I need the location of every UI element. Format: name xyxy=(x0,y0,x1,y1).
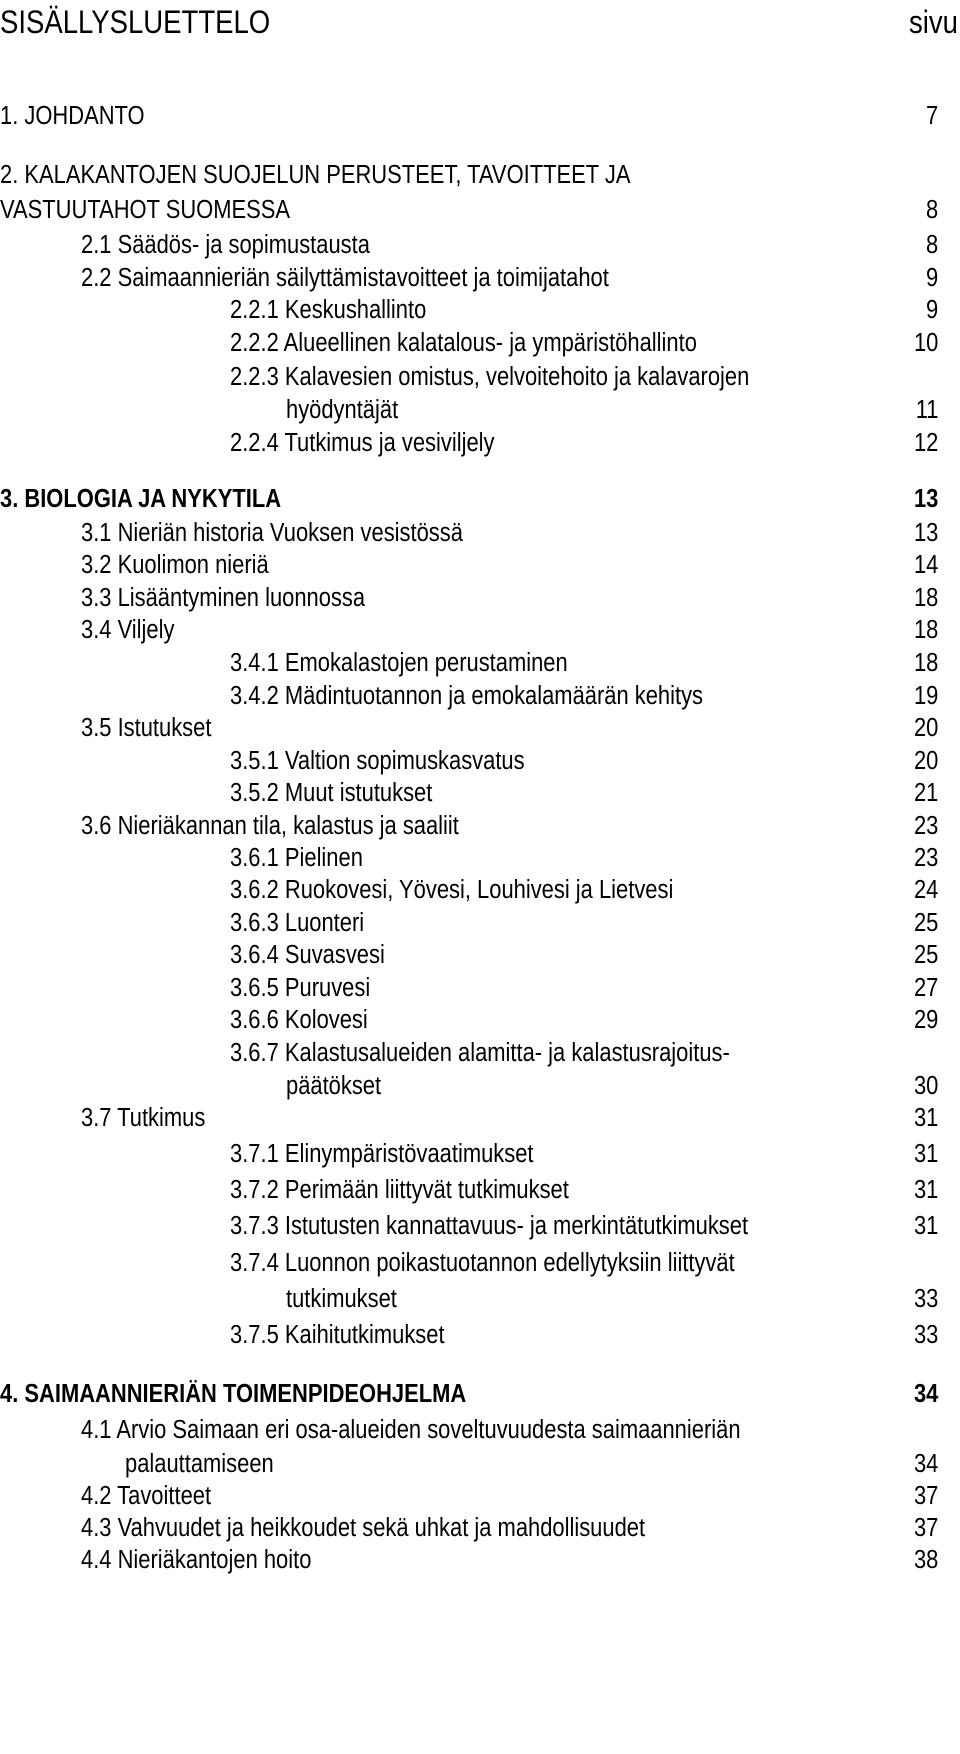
toc-entry-title: 3.7 Tutkimus xyxy=(81,1104,206,1132)
toc-entry-title: 4.4 Nieriäkantojen hoito xyxy=(81,1546,312,1574)
toc-entry xyxy=(0,98,960,134)
toc-entry xyxy=(0,292,960,328)
toc-entry xyxy=(0,1510,960,1546)
toc-entry-page: 25 xyxy=(913,909,938,937)
toc-entry-page: 27 xyxy=(913,974,938,1002)
toc-entry xyxy=(0,612,960,648)
toc-entry-page: 31 xyxy=(913,1140,938,1168)
toc-entry-page: 31 xyxy=(913,1212,938,1240)
toc-entry xyxy=(0,1317,960,1353)
toc-entry-title: 2.1 Säädös- ja sopimustausta xyxy=(81,231,370,259)
toc-entry xyxy=(0,157,960,193)
toc-entry xyxy=(0,1376,960,1412)
toc-entry xyxy=(0,937,960,973)
toc-entry-page: 29 xyxy=(913,1006,938,1034)
toc-entry xyxy=(0,872,960,908)
toc-entry xyxy=(0,547,960,583)
toc-entry-title: 3.6.3 Luonteri xyxy=(230,909,365,937)
toc-entry xyxy=(0,1136,960,1172)
toc-entry-title: 3.6.4 Suvasvesi xyxy=(230,941,385,969)
toc-entry-title: 3.5.2 Muut istutukset xyxy=(230,779,433,807)
toc-entry xyxy=(0,1542,960,1578)
toc-entry-title: päätökset xyxy=(286,1072,382,1100)
toc-entry-page: 9 xyxy=(925,264,938,292)
toc-entry-title: 2.2.3 Kalavesien omistus, velvoitehoito ja kalavarojen xyxy=(230,363,750,391)
toc-entry xyxy=(0,905,960,941)
toc-entry xyxy=(0,260,960,296)
toc-entry xyxy=(0,1412,960,1448)
toc-entry-title: 3.6.7 Kalastusalueiden alamitta- ja kalastusrajoitus- xyxy=(230,1039,730,1067)
toc-entry-title: 2.2.1 Keskushallinto xyxy=(230,296,427,324)
toc-entry-page: 11 xyxy=(915,396,938,424)
toc-entry-title: 4. SAIMAANNIERIÄN TOIMENPIDEOHJELMA xyxy=(0,1380,467,1408)
toc-entry xyxy=(0,515,960,551)
toc-entry xyxy=(0,425,960,461)
toc-entry xyxy=(0,392,960,428)
toc-entry-title: 3.6 Nieriäkannan tila, kalastus ja saaliit xyxy=(81,812,459,840)
toc-entry xyxy=(0,1446,960,1482)
toc-entry xyxy=(0,645,960,681)
toc-entry-title: 3.5.1 Valtion sopimuskasvatus xyxy=(230,747,525,775)
toc-entry-page: 9 xyxy=(925,296,938,324)
toc-entry xyxy=(0,1068,960,1104)
page-column-label: sivu xyxy=(909,4,958,40)
toc-entry xyxy=(0,808,960,844)
toc-entry xyxy=(0,227,960,263)
toc-entry-page: 34 xyxy=(913,1450,938,1478)
toc-entry-title: 3.7.1 Elinympäristövaatimukset xyxy=(230,1140,534,1168)
toc-entry-title: 3.7.5 Kaihitutkimukset xyxy=(230,1321,445,1349)
toc-entry-title: 2.2 Saimaannieriän säilyttämistavoitteet ja toimijatahot xyxy=(81,264,609,292)
toc-entry-title: 4.3 Vahvuudet ja heikkoudet sekä uhkat ja mahdollisuudet xyxy=(81,1514,646,1542)
toc-entry-page: 8 xyxy=(925,196,938,224)
toc-entry-page: 12 xyxy=(913,429,938,457)
toc-entry-title: 2.2.2 Alueellinen kalatalous- ja ympäristöhallinto xyxy=(230,329,697,357)
toc-entry-page: 24 xyxy=(913,876,938,904)
toc-entry-page: 18 xyxy=(913,649,938,677)
toc-entry-page: 37 xyxy=(913,1482,938,1510)
toc-entry xyxy=(0,1035,960,1071)
toc-entry-page: 37 xyxy=(913,1514,938,1542)
toc-entry-title: 3.4.1 Emokalastojen perustaminen xyxy=(230,649,568,677)
toc-entry-title: 1. JOHDANTO xyxy=(0,102,145,130)
toc-entry-page: 14 xyxy=(913,551,938,579)
toc-entry xyxy=(0,1002,960,1038)
toc-entry xyxy=(0,1208,960,1244)
toc-entry-title: 3.5 Istutukset xyxy=(81,714,212,742)
toc-entry-title: 3.6.1 Pielinen xyxy=(230,844,363,872)
toc-entry-page: 8 xyxy=(925,231,938,259)
toc-entry-page: 31 xyxy=(913,1176,938,1204)
toc-entry-title: hyödyntäjät xyxy=(286,396,399,424)
toc-entry-page: 7 xyxy=(925,102,938,130)
toc-entry-title: 3.6.2 Ruokovesi, Yövesi, Louhivesi ja Lietvesi xyxy=(230,876,674,904)
toc-entry-page: 33 xyxy=(913,1321,938,1349)
toc-entry xyxy=(0,1172,960,1208)
toc-entry-page: 20 xyxy=(913,747,938,775)
toc-entry-page: 21 xyxy=(913,779,938,807)
toc-entry xyxy=(0,580,960,616)
toc-entry xyxy=(0,775,960,811)
toc-entry xyxy=(0,1281,960,1317)
toc-entry-page: 23 xyxy=(913,812,938,840)
toc-entry-page: 13 xyxy=(913,519,938,547)
toc-entry-page: 23 xyxy=(913,844,938,872)
toc-entry-title: tutkimukset xyxy=(286,1285,397,1313)
toc-entry xyxy=(0,710,960,746)
toc-entry-title: 2. KALAKANTOJEN SUOJELUN PERUSTEET, TAVOITTEET JA xyxy=(0,161,631,189)
toc-entry-page: 19 xyxy=(913,682,938,710)
toc-entry-title: 3.2 Kuolimon nieriä xyxy=(81,551,269,579)
toc-entry-title: 3.4 Viljely xyxy=(81,616,175,644)
toc-entry xyxy=(0,1100,960,1136)
toc-entry-title: palauttamiseen xyxy=(125,1450,274,1478)
toc-entry-page: 13 xyxy=(913,485,938,513)
toc-entry-page: 20 xyxy=(913,714,938,742)
toc-entry-page: 34 xyxy=(913,1380,938,1408)
toc-entry xyxy=(0,359,960,395)
toc-entry xyxy=(0,840,960,876)
toc-entry-title: 3.1 Nieriän historia Vuoksen vesistössä xyxy=(81,519,463,547)
toc-entry-title: 3.3 Lisääntyminen luonnossa xyxy=(81,584,366,612)
toc-entry xyxy=(0,192,960,228)
toc-entry-page: 10 xyxy=(913,329,938,357)
toc-entry-page: 18 xyxy=(913,584,938,612)
toc-entry-page: 38 xyxy=(913,1546,938,1574)
toc-entry-title: 3.6.6 Kolovesi xyxy=(230,1006,368,1034)
toc-entry xyxy=(0,1245,960,1281)
toc-entry-page: 25 xyxy=(913,941,938,969)
toc-entry-page: 30 xyxy=(913,1072,938,1100)
toc-entry-title: 3.7.4 Luonnon poikastuotannon edellytyksiin liittyvät xyxy=(230,1249,735,1277)
page-title: SISÄLLYSLUETTELO xyxy=(0,4,271,40)
toc-entry-title: 3. BIOLOGIA JA NYKYTILA xyxy=(0,485,282,513)
toc-entry-title: 4.1 Arvio Saimaan eri osa-alueiden soveltuvuudesta saimaannieriän xyxy=(81,1416,741,1444)
toc-entry xyxy=(0,325,960,361)
toc-entry-page: 18 xyxy=(913,616,938,644)
toc-entry xyxy=(0,678,960,714)
toc-entry xyxy=(0,970,960,1006)
toc-entry xyxy=(0,743,960,779)
toc-entry-title: 4.2 Tavoitteet xyxy=(81,1482,212,1510)
toc-entry-page: 33 xyxy=(913,1285,938,1313)
toc-entry xyxy=(0,481,960,517)
toc-entry-title: 3.7.3 Istutusten kannattavuus- ja merkintätutkimukset xyxy=(230,1212,749,1240)
toc-entry-title: 3.6.5 Puruvesi xyxy=(230,974,371,1002)
toc-entry-page: 31 xyxy=(913,1104,938,1132)
toc-entry-title: VASTUUTAHOT SUOMESSA xyxy=(0,196,291,224)
toc-entry xyxy=(0,1478,960,1514)
toc-entry-title: 3.4.2 Mädintuotannon ja emokalamäärän kehitys xyxy=(230,682,704,710)
toc-entry-title: 2.2.4 Tutkimus ja vesiviljely xyxy=(230,429,495,457)
toc-entry-title: 3.7.2 Perimään liittyvät tutkimukset xyxy=(230,1176,569,1204)
